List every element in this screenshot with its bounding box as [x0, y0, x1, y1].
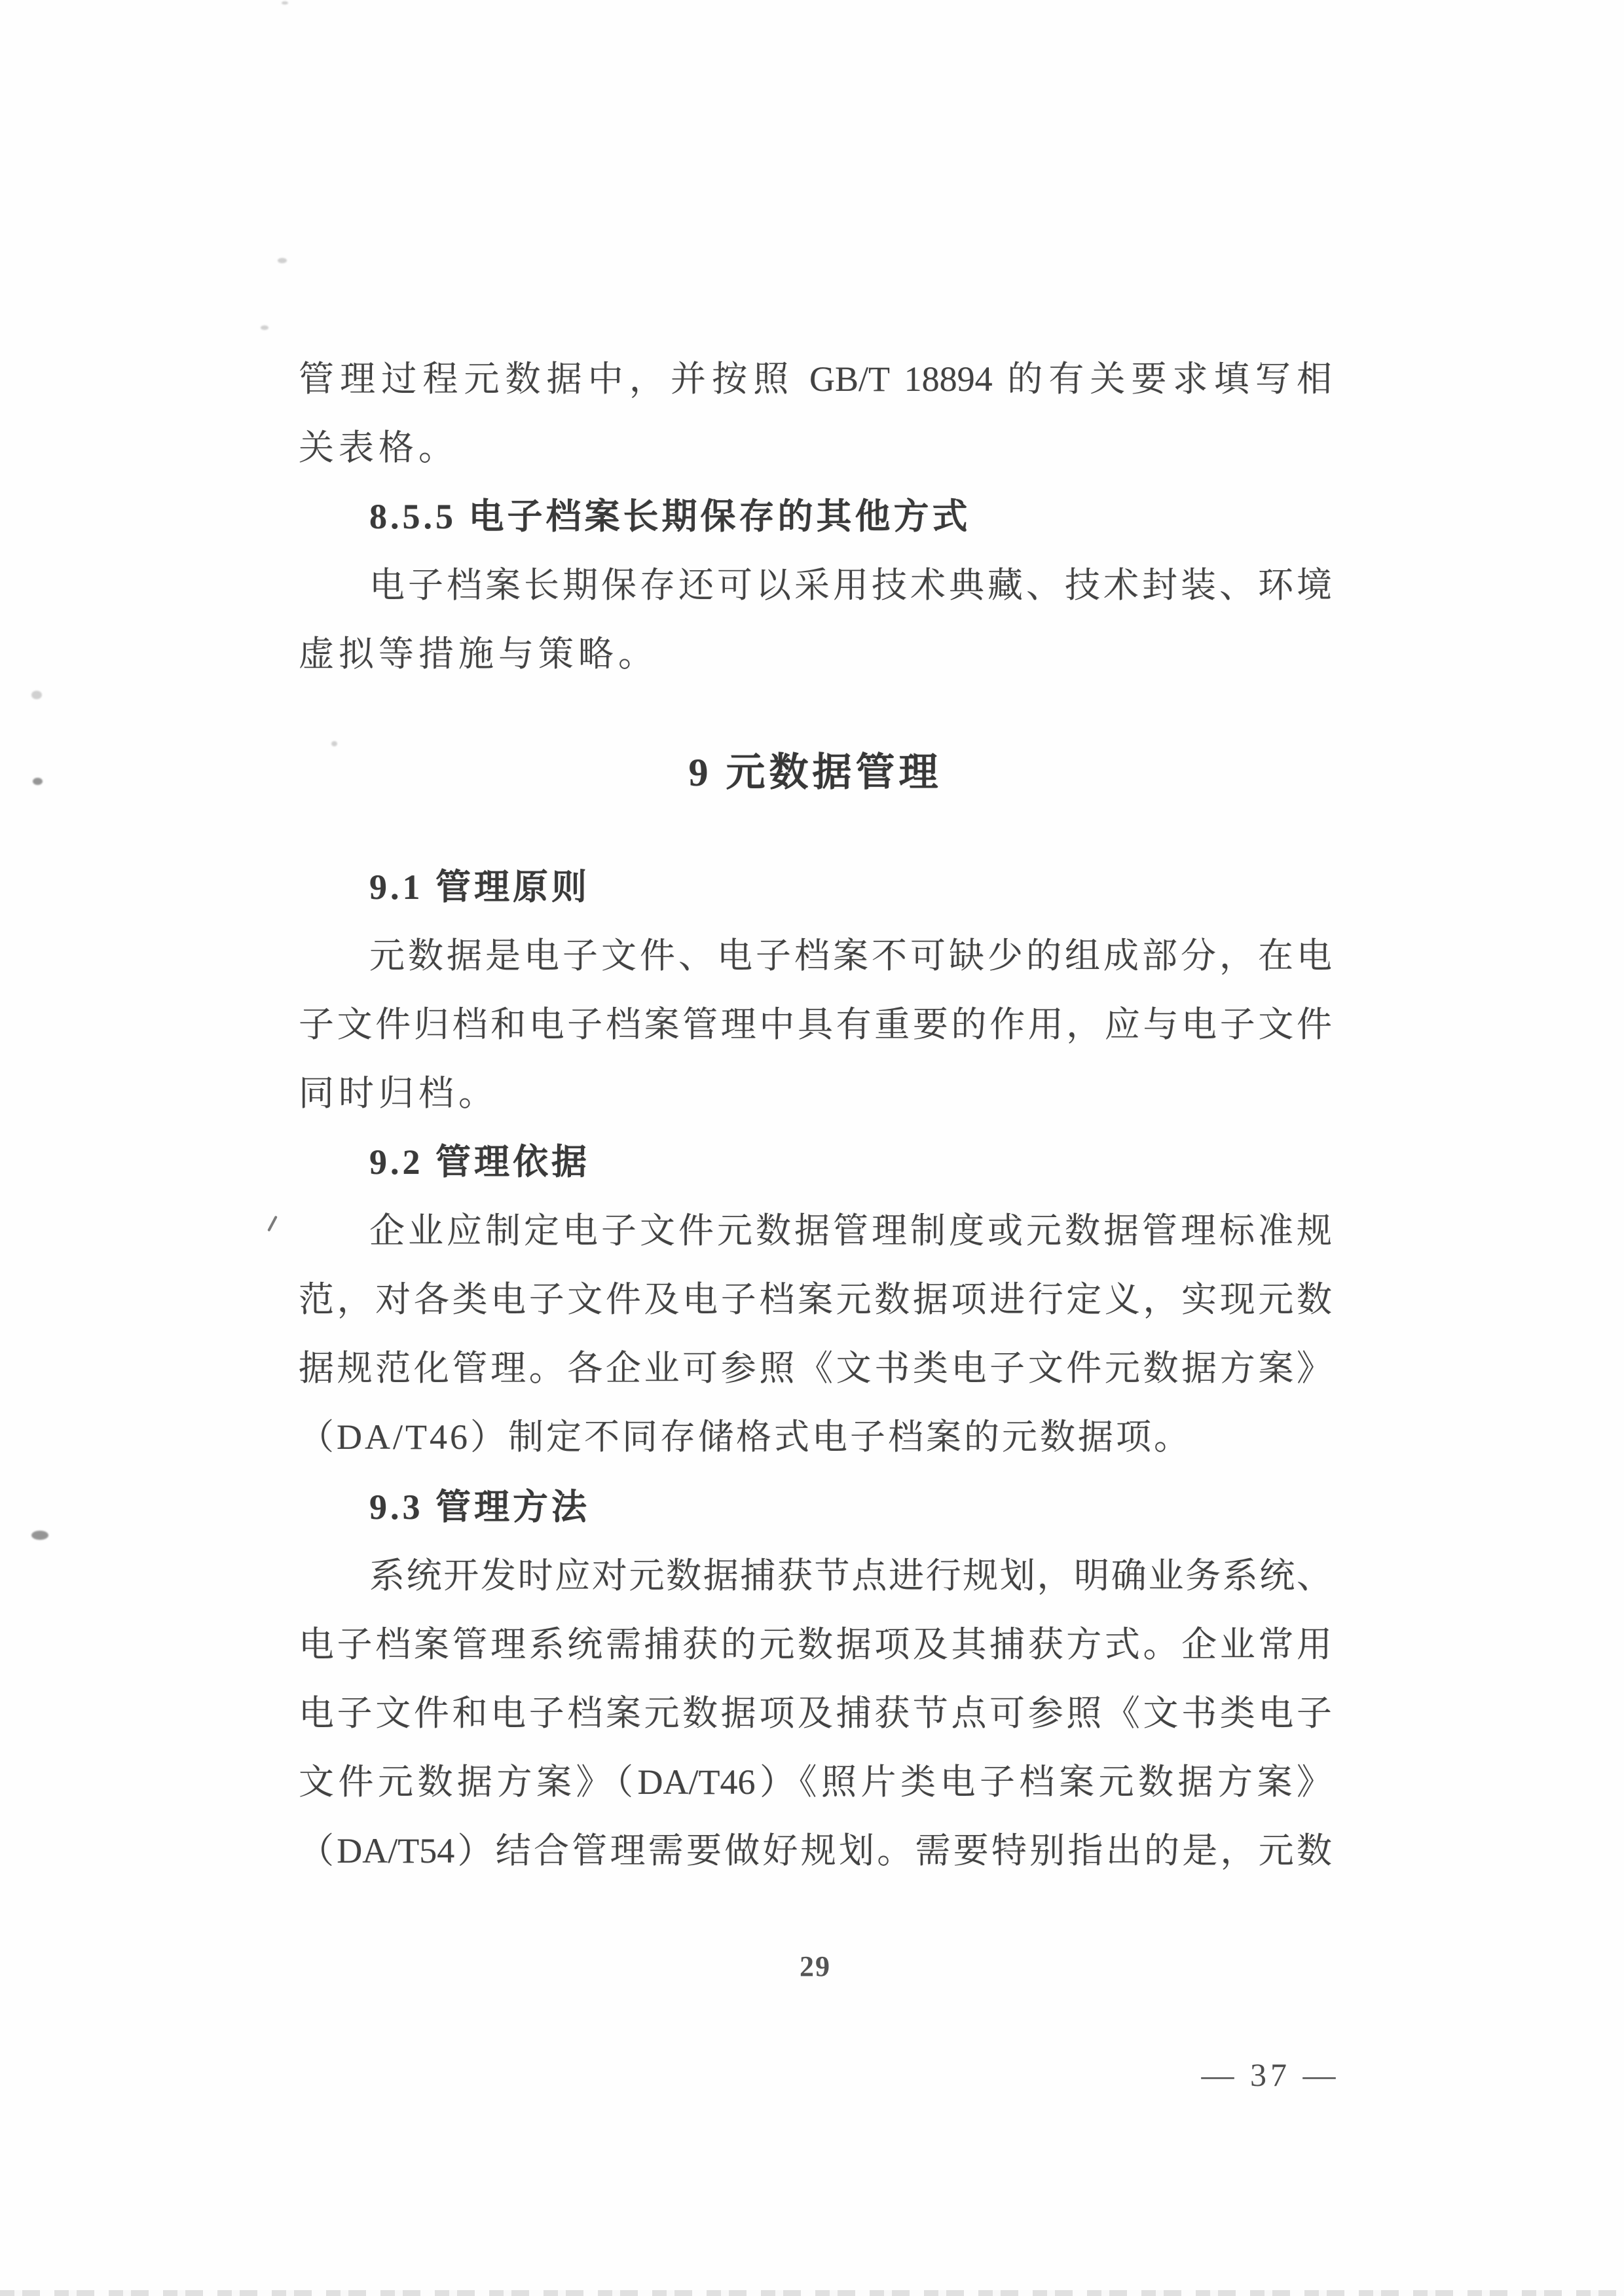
body-line: 管理过程元数据中，并按照 GB/T 18894 的有关要求填写相	[299, 359, 1332, 399]
subsection-heading: 9.2 管理依据	[369, 1142, 590, 1182]
scan-speck	[331, 741, 337, 746]
body-line: 系统开发时应对元数据捕获节点进行规划，明确业务系统、	[369, 1556, 1332, 1595]
body-line: （DA/T46）制定不同存储格式电子档案的元数据项。	[299, 1417, 1192, 1457]
body-line: 电子文件和电子档案元数据项及捕获节点可参照《文书类电子	[299, 1694, 1332, 1733]
body-line: 文件元数据方案》（DA/T46）《照片类电子档案元数据方案》	[299, 1762, 1332, 1802]
scan-speck	[278, 258, 287, 263]
body-line: 关表格。	[299, 428, 458, 467]
body-line: 电子档案长期保存还可以采用技术典藏、技术封装、环境	[369, 566, 1332, 605]
scan-speck	[282, 1, 288, 5]
body-line: 企业应制定电子文件元数据管理制度或元数据管理标准规	[369, 1211, 1332, 1250]
body-line: 虚拟等措施与策略。	[299, 634, 658, 674]
scan-speck	[33, 778, 43, 785]
subsection-heading: 9.3 管理方法	[369, 1487, 590, 1527]
page-number: — 37 —	[1201, 2056, 1340, 2093]
body-line: 范，对各类电子文件及电子档案元数据项进行定义，实现元数	[299, 1280, 1332, 1319]
body-line: 同时归档。	[299, 1074, 498, 1113]
scan-edge-noise	[0, 2290, 1624, 2296]
subsection-heading: 8.5.5 电子档案长期保存的其他方式	[369, 497, 971, 536]
scan-speck	[261, 325, 268, 330]
pen-mark	[267, 1216, 278, 1232]
footnote-page-number: 29	[800, 1950, 831, 1982]
scan-speck	[31, 691, 42, 699]
chapter-heading: 9 元数据管理	[688, 751, 942, 794]
scan-speck	[31, 1531, 48, 1540]
body-line: 子文件归档和电子档案管理中具有重要的作用，应与电子文件	[299, 1005, 1332, 1044]
body-line: 电子档案管理系统需捕获的元数据项及其捕获方式。企业常用	[299, 1625, 1332, 1664]
body-line: 据规范化管理。各企业可参照《文书类电子文件元数据方案》	[299, 1349, 1332, 1388]
body-line: 元数据是电子文件、电子档案不可缺少的组成部分，在电	[369, 936, 1332, 975]
subsection-heading: 9.1 管理原则	[369, 867, 590, 907]
body-line: （DA/T54）结合管理需要做好规划。需要特别指出的是，元数	[299, 1831, 1332, 1870]
